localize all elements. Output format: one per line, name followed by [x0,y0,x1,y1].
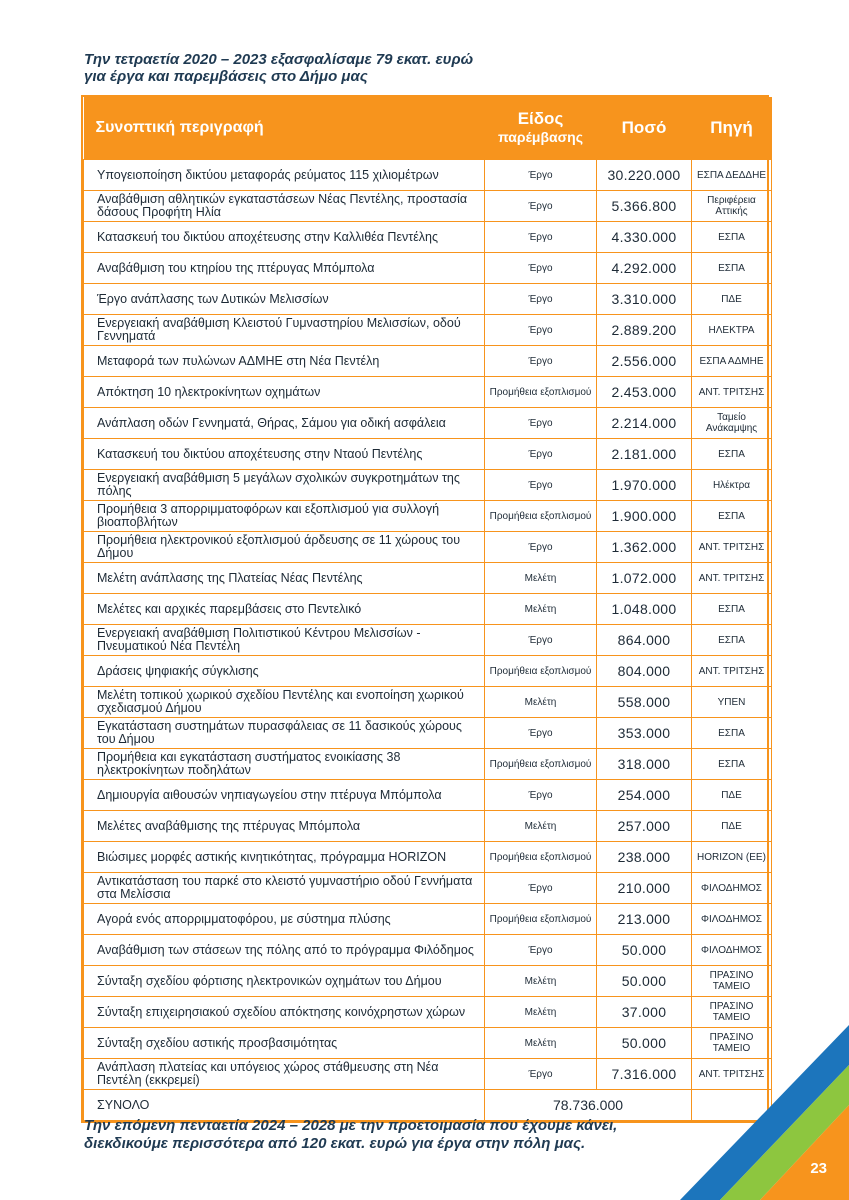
row-source: ΦΙΛΟΔΗΜΟΣ [692,904,772,935]
intro-line-1: Την τετραετία 2020 – 2023 εξασφαλίσαμε 79 εκατ. ευρώ [84,51,474,68]
row-type: Έργο [485,408,597,439]
row-type: Έργο [485,253,597,284]
row-source: ΕΣΠΑ ΑΔΜΗΕ [692,346,772,377]
header-type-line-2: παρέμβασης [497,129,584,145]
row-type: Έργο [485,780,597,811]
total-label: ΣΥΝΟΛΟ [84,1090,485,1121]
row-description: Μελέτες αναβάθμισης της πτέρυγας Μπόμπολα [84,811,485,842]
row-type: Έργο [485,160,597,191]
row-description: Αναβάθμιση αθλητικών εγκαταστάσεων Νέας Πεντέλης, προστασία δάσους Προφήτη Ηλία [84,191,485,222]
row-source: ΕΣΠΑ [692,253,772,284]
row-description: Ανάπλαση οδών Γεννηματά, Θήρας, Σάμου για οδική ασφάλεια [84,408,485,439]
total-amount: 78.736.000 [485,1090,692,1121]
row-type: Μελέτη [485,563,597,594]
row-amount: 2.889.200 [597,315,692,346]
row-amount: 2.556.000 [597,346,692,377]
row-source: ΠΡΑΣΙΝΟ ΤΑΜΕΙΟ [692,1028,772,1059]
row-description: Αναβάθμιση των στάσεων της πόλης από το πρόγραμμα Φιλόδημος [84,935,485,966]
header-type-line-1: Είδος [517,109,564,128]
row-type: Έργο [485,346,597,377]
row-source: ΑΝΤ. ΤΡΙΤΣΗΣ [692,656,772,687]
row-type: Έργο [485,532,597,563]
outro-line-2: διεκδικούμε περισσότερα από 120 εκατ. ευρώ για έργα στην πόλη μας. [84,1135,586,1152]
row-source: ΑΝΤ. ΤΡΙΤΣΗΣ [692,563,772,594]
row-source: ΕΣΠΑ [692,439,772,470]
row-amount: 238.000 [597,842,692,873]
row-amount: 2.214.000 [597,408,692,439]
header-source: Πηγή [692,97,772,160]
row-description: Δημιουργία αιθουσών νηπιαγωγείου στην πτέρυγα Μπόμπολα [84,780,485,811]
row-description: Αγορά ενός απορριμματοφόρου, με σύστημα πλύσης [84,904,485,935]
row-description: Ανάπλαση πλατείας και υπόγειος χώρος στάθμευσης στη Νέα Πεντέλη (εκκρεμεί) [84,1059,485,1090]
row-type: Προμήθεια εξοπλισμού [485,842,597,873]
row-source: ΠΔΕ [692,780,772,811]
row-description: Ενεργειακή αναβάθμιση Κλειστού Γυμναστηρίου Μελισσίων, οδού Γεννηματά [84,315,485,346]
row-type: Έργο [485,284,597,315]
row-source: Περιφέρεια Αττικής [692,191,772,222]
row-source: ΠΡΑΣΙΝΟ ΤΑΜΕΙΟ [692,997,772,1028]
row-description: Σύνταξη σχεδίου αστικής προσβασιμότητας [84,1028,485,1059]
row-source: ΑΝΤ. ΤΡΙΤΣΗΣ [692,377,772,408]
row-amount: 257.000 [597,811,692,842]
row-type: Προμήθεια εξοπλισμού [485,377,597,408]
row-type: Έργο [485,1059,597,1090]
row-source: ΠΔΕ [692,811,772,842]
row-amount: 2.453.000 [597,377,692,408]
outro-line-1: Την επόμενη πενταετία 2024 – 2028 με την προετοιμασία που έχουμε κάνει, [84,1117,618,1134]
row-type: Μελέτη [485,811,597,842]
row-amount: 318.000 [597,749,692,780]
row-source: ΠΔΕ [692,284,772,315]
row-type: Έργο [485,935,597,966]
row-source: ΦΙΛΟΔΗΜΟΣ [692,873,772,904]
row-amount: 30.220.000 [597,160,692,191]
header-description: Συνοπτική περιγραφή [84,97,485,160]
row-amount: 558.000 [597,687,692,718]
row-source: ΕΣΠΑ [692,718,772,749]
row-description: Κατασκευή του δικτύου αποχέτευσης στην Καλλιθέα Πεντέλης [84,222,485,253]
row-description: Ενεργειακή αναβάθμιση Πολιτιστικού Κέντρου Μελισσίων - Πνευματικού Νέα Πεντέλη [84,625,485,656]
row-type: Μελέτη [485,687,597,718]
row-type: Μελέτη [485,966,597,997]
row-description: Μελέτη ανάπλασης της Πλατείας Νέας Πεντέλης [84,563,485,594]
row-amount: 353.000 [597,718,692,749]
row-amount: 1.970.000 [597,470,692,501]
row-type: Μελέτη [485,1028,597,1059]
row-type: Μελέτη [485,997,597,1028]
row-source: Ηλέκτρα [692,470,772,501]
row-source: HORIZON (ΕΕ) [692,842,772,873]
row-source: ΕΣΠΑ [692,501,772,532]
row-amount: 1.362.000 [597,532,692,563]
row-description: Μελέτη τοπικού χωρικού σχεδίου Πεντέλης και ενοποίηση χωρικού σχεδιασμού Δήμου [84,687,485,718]
row-amount: 2.181.000 [597,439,692,470]
row-amount: 254.000 [597,780,692,811]
row-source: ΕΣΠΑ [692,594,772,625]
row-amount: 50.000 [597,935,692,966]
row-source: ΑΝΤ. ΤΡΙΤΣΗΣ [692,1059,772,1090]
row-source: ΕΣΠΑ [692,749,772,780]
row-description: Ενεργειακή αναβάθμιση 5 μεγάλων σχολικών συγκροτημάτων της πόλης [84,470,485,501]
row-description: Απόκτηση 10 ηλεκτροκίνητων οχημάτων [84,377,485,408]
row-description: Αντικατάσταση του παρκέ στο κλειστό γυμναστήριο οδού Γεννήματα στα Μελίσσια [84,873,485,904]
row-amount: 864.000 [597,625,692,656]
row-description: Έργο ανάπλασης των Δυτικών Μελισσίων [84,284,485,315]
row-source: Ταμείο Ανάκαμψης [692,408,772,439]
row-amount: 50.000 [597,966,692,997]
row-amount: 804.000 [597,656,692,687]
row-description: Προμήθεια και εγκατάσταση συστήματος ενοικίασης 38 ηλεκτροκίνητων ποδηλάτων [84,749,485,780]
row-description: Προμήθεια ηλεκτρονικού εξοπλισμού άρδευσης σε 11 χώρους του Δήμου [84,532,485,563]
row-description: Υπογειοποίηση δικτύου μεταφοράς ρεύματος 115 χιλιομέτρων [84,160,485,191]
row-source: ΠΡΑΣΙΝΟ ΤΑΜΕΙΟ [692,966,772,997]
row-amount: 1.072.000 [597,563,692,594]
row-amount: 210.000 [597,873,692,904]
row-type: Προμήθεια εξοπλισμού [485,904,597,935]
row-type: Έργο [485,315,597,346]
row-source: ΑΝΤ. ΤΡΙΤΣΗΣ [692,532,772,563]
row-amount: 4.330.000 [597,222,692,253]
page-number: 23 [810,1160,827,1177]
row-amount: 37.000 [597,997,692,1028]
intro-line-2: για έργα και παρεμβάσεις στο Δήμο μας [84,68,368,85]
row-type: Προμήθεια εξοπλισμού [485,501,597,532]
header-amount: Ποσό [597,97,692,160]
row-type: Έργο [485,222,597,253]
row-description: Προμήθεια 3 απορριμματοφόρων και εξοπλισμού για συλλογή βιοαποβλήτων [84,501,485,532]
row-amount: 7.316.000 [597,1059,692,1090]
row-description: Βιώσιμες μορφές αστικής κινητικότητας, πρόγραμμα HORIZON [84,842,485,873]
row-source: ΕΣΠΑ [692,222,772,253]
row-type: Έργο [485,470,597,501]
row-type: Έργο [485,439,597,470]
row-type: Έργο [485,873,597,904]
row-source: ΥΠΕΝ [692,687,772,718]
row-amount: 50.000 [597,1028,692,1059]
row-source: ΕΣΠΑ [692,625,772,656]
row-description: Αναβάθμιση του κτηρίου της πτέρυγας Μπόμπολα [84,253,485,284]
row-amount: 5.366.800 [597,191,692,222]
row-amount: 4.292.000 [597,253,692,284]
row-type: Προμήθεια εξοπλισμού [485,749,597,780]
row-amount: 213.000 [597,904,692,935]
row-description: Δράσεις ψηφιακής σύγκλισης [84,656,485,687]
row-source: ΦΙΛΟΔΗΜΟΣ [692,935,772,966]
row-type: Έργο [485,191,597,222]
row-description: Μελέτες και αρχικές παρεμβάσεις στο Πεντελικό [84,594,485,625]
row-source: ΗΛΕΚΤΡΑ [692,315,772,346]
row-type: Έργο [485,718,597,749]
row-description: Σύνταξη σχεδίου φόρτισης ηλεκτρονικών οχημάτων του Δήμου [84,966,485,997]
row-amount: 3.310.000 [597,284,692,315]
row-description: Σύνταξη επιχειρησιακού σχεδίου απόκτησης κοινόχρηστων χώρων [84,997,485,1028]
row-source: ΕΣΠΑ ΔΕΔΔΗΕ [692,160,772,191]
row-type: Έργο [485,625,597,656]
row-amount: 1.900.000 [597,501,692,532]
row-description: Μεταφορά των πυλώνων ΑΔΜΗΕ στη Νέα Πεντέλη [84,346,485,377]
row-description: Εγκατάσταση συστημάτων πυρασφάλειας σε 11 δασικούς χώρους του Δήμου [84,718,485,749]
row-type: Προμήθεια εξοπλισμού [485,656,597,687]
row-amount: 1.048.000 [597,594,692,625]
row-description: Κατασκευή του δικτύου αποχέτευσης στην Νταού Πεντέλης [84,439,485,470]
row-type: Μελέτη [485,594,597,625]
